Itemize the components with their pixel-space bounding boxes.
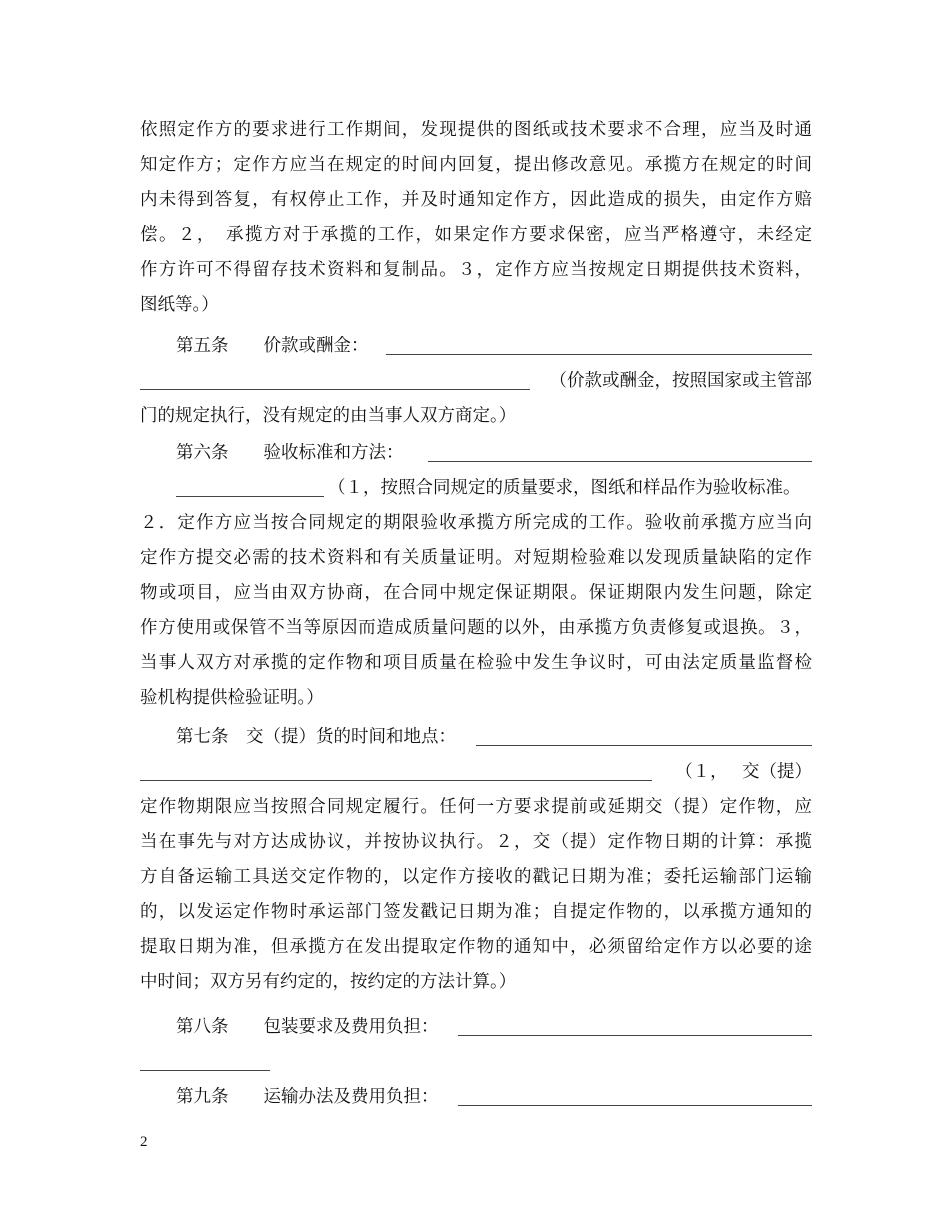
paragraph-line: 方自备运输工具送交定作物的，以定作方接收的戳记日期为准；委托运输部门运输 xyxy=(140,867,812,887)
paragraph-line: 作方使用或保管不当等原因而造成质量问题的以外，由承揽方负责修复或退换。３， xyxy=(140,618,812,638)
paragraph-line: 知定作方；定作方应当在规定的时间内回复，提出修改意见。承揽方在规定的时间 xyxy=(140,155,812,175)
article9-blank-1[interactable] xyxy=(458,1104,812,1106)
paragraph-line: 物或项目，应当由双方协商，在合同中规定保证期限。保证期限内发生问题，除定 xyxy=(140,583,812,603)
paragraph-line: 中时间；双方另有约定的，按约定的方法计算。） xyxy=(140,972,517,992)
paragraph-line: 验机构提供检验证明。） xyxy=(140,688,324,708)
article5-note: （价款或酬金，按照国家或主管部 xyxy=(549,371,812,391)
article8-label: 第八条 包装要求及费用负担： xyxy=(176,1017,439,1037)
article5-blank-1[interactable] xyxy=(386,353,812,355)
paragraph-line: 定作方提交必需的技术资料和有关质量证明。对短期检验难以发现质量缺陷的定作 xyxy=(140,548,812,568)
paragraph-line: 偿。２， 承揽方对于承揽的工作，如果定作方要求保密，应当严格遵守，未经定 xyxy=(140,225,812,245)
paragraph-line: 的，以发运定作物时承运部门签发戳记日期为准；自提定作物的，以承揽方通知的 xyxy=(140,902,812,922)
article6-label: 第六条 验收标准和方法： xyxy=(176,443,404,463)
article8-blank-2[interactable] xyxy=(140,1069,270,1071)
paragraph-line: 当在事先与对方达成协议，并按协议执行。２，交（提）定作物日期的计算：承揽 xyxy=(140,832,812,852)
paragraph-line: ２．定作方应当按合同规定的期限验收承揽方所完成的工作。验收前承揽方应当向 xyxy=(140,513,812,533)
paragraph-line: 内未得到答复，有权停止工作，并及时通知定作方，因此造成的损失，由定作方赔 xyxy=(140,190,812,210)
article5-label: 第五条 价款或酬金： xyxy=(176,336,369,356)
paragraph-line: 提取日期为准，但承揽方在发出提取定作物的通知中，必须留给定作方以必要的途 xyxy=(140,937,812,957)
page-number: 2 xyxy=(140,1134,148,1150)
article5-blank-2[interactable] xyxy=(140,388,530,390)
paragraph-line: 定作物期限应当按照合同规定履行。任何一方要求提前或延期交（提）定作物，应 xyxy=(140,797,812,817)
article9-label: 第九条 运输办法及费用负担： xyxy=(176,1087,439,1107)
article6-blank-2[interactable] xyxy=(176,495,324,497)
article7-label: 第七条 交（提）货的时间和地点： xyxy=(176,727,456,747)
article7-note: （１， 交（提） xyxy=(675,762,812,782)
article6-note: （１，按照合同规定的质量要求，图纸和样品作为验收标准。 xyxy=(328,478,801,498)
paragraph-line: 图纸等。） xyxy=(140,295,219,315)
article7-blank-2[interactable] xyxy=(140,779,652,781)
paragraph-line: 当事人双方对承揽的定作物和项目质量在检验中发生争议时，可由法定质量监督检 xyxy=(140,653,812,673)
paragraph-line: 作方许可不得留存技术资料和复制品。３，定作方应当按规定日期提供技术资料， xyxy=(140,260,812,280)
paragraph-line: 依照定作方的要求进行工作期间，发现提供的图纸或技术要求不合理，应当及时通 xyxy=(140,120,812,140)
article6-blank-1[interactable] xyxy=(428,460,812,462)
article8-blank-1[interactable] xyxy=(458,1034,812,1036)
article5-note-cont: 门的规定执行，没有规定的由当事人双方商定。） xyxy=(140,406,517,426)
article7-blank-1[interactable] xyxy=(476,744,812,746)
